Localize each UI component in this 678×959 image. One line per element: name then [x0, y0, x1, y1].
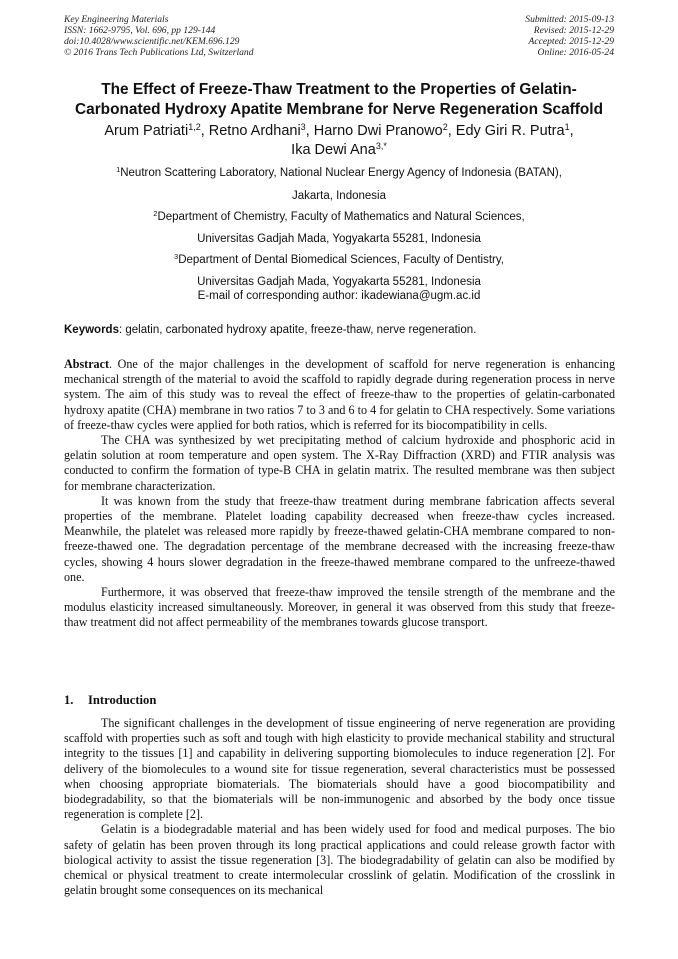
authors-line-1: Arum Patriati$^{1,2}$, Retno Ardhani$^3$, Harno Dwi Pranowo$^2$, Edy Giri R. Putra$^1$, — [104, 122, 574, 139]
keywords-label: Keywords — [64, 324, 119, 336]
section-number: 1. — [64, 693, 74, 707]
date-online: Online: 2016-05-24 — [537, 47, 614, 58]
affiliation-2: $^2$Department of Chemistry, Faculty of Mathematics and Natural Sciences, — [153, 209, 525, 223]
journal-doi: doi:10.4028/www.scientific.net/KEM.696.129 — [64, 36, 240, 47]
keywords-text: : gelatin, carbonated hydroxy apatite, freeze-thaw, nerve regeneration. — [118, 324, 477, 336]
title-line-1: The Effect of Freeze-Thaw Treatment to the Properties of Gelatin- — [101, 81, 577, 98]
author-affiliation-mark: 3,* — [375, 141, 387, 151]
author-list — [40, 122, 638, 160]
date-submitted: Submitted: 2015-09-13 — [525, 14, 614, 25]
author-affiliation-mark: 2 — [442, 122, 448, 132]
submission-dates — [525, 14, 614, 58]
author-name: Harno Dwi Pranowo — [313, 123, 443, 139]
section-heading-text: Introduction — [88, 693, 157, 707]
author-name: Arum Patriati — [104, 123, 189, 139]
affiliation-3-city: Universitas Gadjah Mada, Yogyakarta 55281, Indonesia — [197, 276, 481, 288]
journal-info — [64, 14, 254, 58]
abstract-paragraph: Abstract. One of the major challenges in the development of scaffold for nerve regeneration is enhancing mechanical strength of the material to avoid the scaffold to rapidly degrade during regeneration process in nerve system. The aim of this study was to reveal the effect of freeze-thaw to the properties of gelatin-carbonated hydroxy apatite (CHA) membrane in two ratios 7 to 3 and 6 to 4 for gelatin to CHA respectively. Some variations of freeze-thaw cycles were applied for both ratios, which is referred for its biocompatibility in cells. — [64, 357, 615, 432]
affiliation-1-city: Jakarta, Indonesia — [292, 190, 386, 202]
author-affiliation-mark: 1 — [564, 122, 570, 132]
abstract-paragraph: The CHA was synthesized by wet precipitating method of calcium hydroxide and phosphoric acid in gelatin solution at room temperature and open system. The X-Ray Diffraction (XRD) and FTIR analysis was conducted to confirm the formation of type-B CHA in gelatin matrix. The resulted membrane was then subject for membrane characterization. — [64, 433, 615, 493]
journal-name: Key Engineering Materials — [64, 14, 169, 25]
author-affiliation-mark: 1,2 — [188, 122, 201, 132]
corresponding-email: E-mail of corresponding author: ikadewiana@ugm.ac.id — [197, 290, 481, 302]
date-revised: Revised: 2015-12-29 — [533, 25, 614, 36]
section-heading-introduction — [64, 693, 156, 708]
abstract-paragraph: Furthermore, it was observed that freeze-thaw improved the tensile strength of the membrane and the modulus elasticity increased simultaneously. Moreover, in general it was observed from this study that freeze-thaw treatment did not affect permeability of the membranes towards glucose transport. — [64, 585, 615, 630]
abstract — [64, 357, 615, 631]
date-accepted: Accepted: 2015-12-29 — [528, 36, 614, 47]
body-paragraph: Gelatin is a biodegradable material and has been widely used for food and medical purposes. The bio safety of gelatin has been proven through its long practical applications and could release growth factor with biological activity to assist the tissue regeneration [3]. The biodegradability of gelatin can also be modified by chemical or physical treatment to create intermolecular crosslink of gelatin. Modification of the crosslink in gelatin brought some consequences on its mechanical — [64, 822, 615, 898]
body-paragraph: The significant challenges in the development of tissue engineering of nerve regeneration are providing scaffold with properties such as soft and tough with high elasticity to provide mechanical stability and structural integrity to the tissues [1] and capability in delivering supporting biomolecules to induce regeneration [2]. For delivery of the biomolecules to a wound site for tissue regeneration, several characteristics must be possessed when choosing appropriate biomaterials. The biomaterials should have a good biocompatibility and biodegradability, so that the biomaterials will be non-immunogenic and absorbed by the body once tissue regeneration is complete [2]. — [64, 716, 615, 822]
author-name: Edy Giri R. Putra — [455, 123, 565, 139]
title-line-2: Carbonated Hydroxy Apatite Membrane for Nerve Regeneration Scaffold — [75, 101, 603, 118]
journal-copyright: © 2016 Trans Tech Publications Ltd, Switzerland — [64, 47, 254, 58]
paper-title — [40, 80, 638, 120]
affiliation-3: $^3$Department of Dental Biomedical Sciences, Faculty of Dentistry, — [174, 252, 504, 266]
author-name: Retno Ardhani — [208, 123, 301, 139]
introduction-body — [64, 716, 615, 898]
affiliation-2-city: Universitas Gadjah Mada, Yogyakarta 55281, Indonesia — [197, 233, 481, 245]
keywords — [64, 323, 624, 337]
abstract-label: Abstract — [64, 357, 110, 371]
authors-line-2 — [40, 141, 638, 160]
author-name: Ika Dewi Ana — [291, 142, 376, 158]
abstract-paragraph: It was known from the study that freeze-thaw treatment during membrane fabrication affects several properties of the membrane. Platelet loading capability decreased when freeze-thaw cycles increased. Meanwhile, the platelet was released more rapidly by freeze-thawed gelatin-CHA membrane compared to non-freeze-thawed one. The degradation percentage of the membrane decreased with the increasing freeze-thaw cycles, showing 4 hours slower degradation in the freeze-thawed membrane compared to the unfreeze-thawed one. — [64, 493, 615, 584]
affiliation-1: $^1$Neutron Scattering Laboratory, National Nuclear Energy Agency of Indonesia (BATAN), — [116, 165, 562, 179]
author-affiliation-mark: 3 — [300, 122, 306, 132]
journal-issn: ISSN: 1662-9795, Vol. 696, pp 129-144 — [64, 25, 216, 36]
